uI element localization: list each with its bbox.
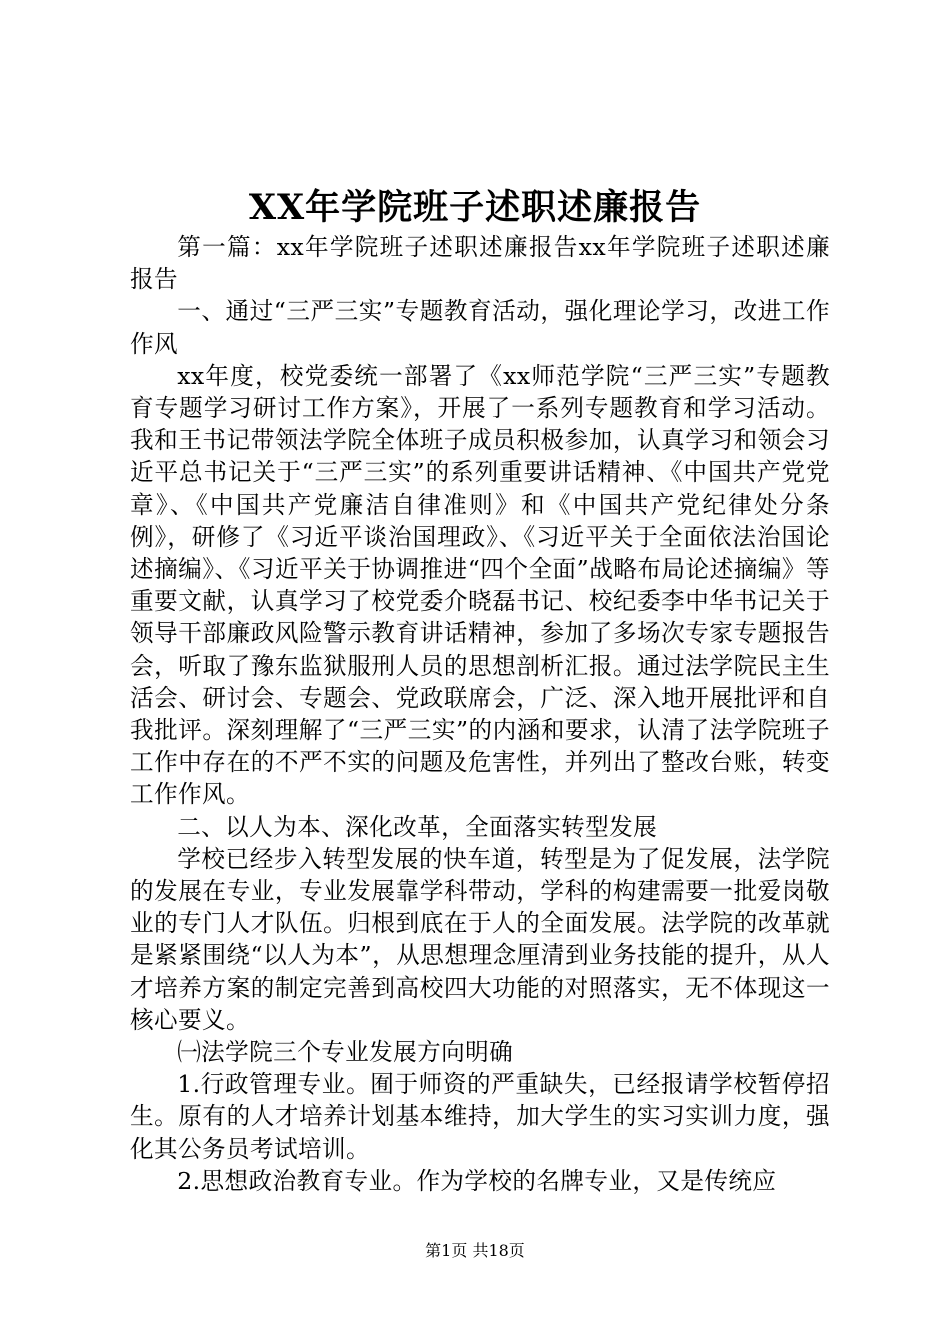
document-title: XX年学院班子述职述廉报告 <box>248 187 702 228</box>
list-item-2: 2.思想政治教育专业。作为学校的名牌专业，又是传统应 <box>177 1166 777 1195</box>
paragraph-section-1: xx年度，校党委统一部署了《xx师范学院“三严三实”专题教育专题学习研讨工作方案》，开展了一系列专题教育和学习活动。我和王书记带领法学院全体班子成员积极参加，认真学习和领会习近平总书记关于“三严三实”的系列重要讲话精神、《中国共产党党章》、《中国共产党廉洁自律准则》和《中国共产党纪律处分条例》，研修了《习近平谈治国理政》、《习近平关于全面依法治国论述摘编》、《习近平关于协调推进“四个全面”战略布局论述摘编》等重要文献，认真学习了校党委介晓磊书记、校纪委李中华书记关于领导干部廉政风险警示教育讲话精神，参加了多场次专家专题报告会，听取了豫东监狱服刑人员的思想剖析汇报。通过法学院民主生活会、研讨会、专题会、党政联席会，广泛、深入地开展批评和自我批评。深刻理解了“三严三实”的内涵和要求，认清了法学院班子工作中存在的不严不实的问题及危害性，并列出了整改台账，转变工作作风。 <box>130 361 830 809</box>
paragraph-intro: 第一篇：xx年学院班子述职述廉报告xx年学院班子述职述廉报告 <box>130 233 830 294</box>
section-heading-2: 二、以人为本、深化改革，全面落实转型发展 <box>177 812 658 841</box>
subsection-heading-1: ㈠法学院三个专业发展方向明确 <box>177 1038 514 1067</box>
section-heading-1: 一、通过“三严三实”专题教育活动，强化理论学习，改进工作作风 <box>130 297 830 358</box>
list-item-1: 1.行政管理专业。囿于师资的严重缺失，已经报请学校暂停招生。原有的人才培养计划基本维持，加大学生的实习实训力度，强化其公务员考试培训。 <box>130 1070 830 1163</box>
paragraph-section-2: 学校已经步入转型发展的快车道，转型是为了促发展，法学院的发展在专业，专业发展靠学科带动，学科的构建需要一批爱岗敬业的专门人才队伍。归根到底在于人的全面发展。法学院的改革就是紧紧围绕“以人为本”，从思想理念厘清到业务技能的提升，从人才培养方案的制定完善到高校四大功能的对照落实，无不体现这一核心要义。 <box>130 844 830 1034</box>
document-body <box>130 231 830 1197</box>
page-footer: 第1页 共18页 <box>425 1241 525 1260</box>
